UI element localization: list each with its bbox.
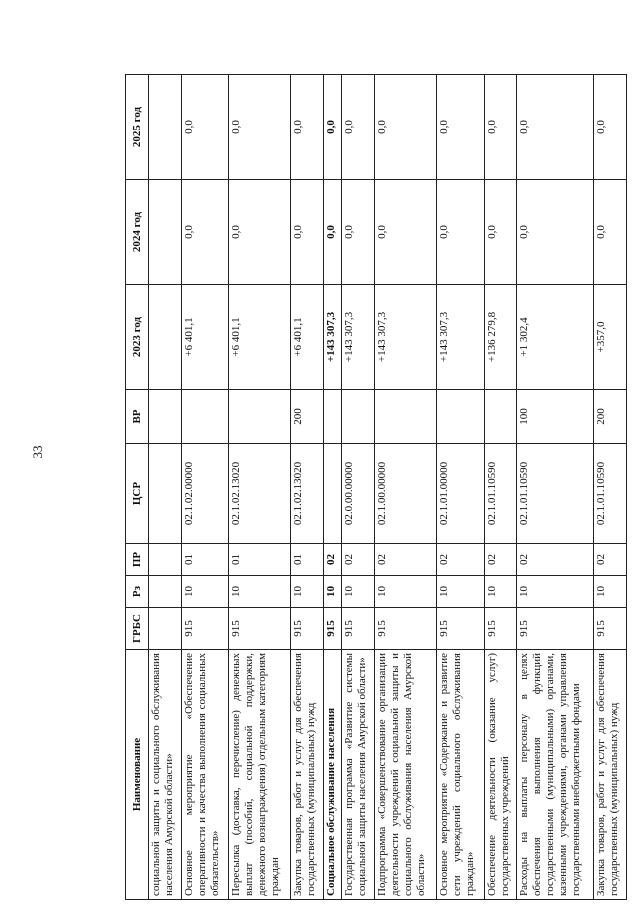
- cell-grbs: 915: [517, 608, 594, 650]
- cell-csr: 02.1.02.00000: [181, 444, 228, 544]
- cell-grbs: 915: [594, 608, 627, 650]
- cell-csr: 02.1.02.13020: [291, 444, 324, 544]
- cell-name: Пересылка (доставка, перечисление) денежных выплат (пособий, социальной поддержки, денежного вознаграждения) отдельным категориям граждан: [229, 650, 291, 900]
- cell-name: Обеспечение деятельности (оказание услуг) государственных учреждений: [484, 650, 517, 900]
- table-row: [324, 75, 342, 900]
- cell-pr: 01: [229, 544, 291, 576]
- cell-grbs: 915: [437, 608, 484, 650]
- cell-pr: 01: [291, 544, 324, 576]
- budget-table: [125, 74, 627, 900]
- cell-y2024: 0,0: [484, 180, 517, 285]
- header-grbs: ГРБС: [126, 608, 149, 650]
- header-csr: ЦСР: [126, 444, 149, 544]
- cell-vr: [484, 390, 517, 444]
- cell-name: Государственная программа «Развитие системы социальной защиты населения Амурской области»: [342, 650, 375, 900]
- cell-y2024: 0,0: [437, 180, 484, 285]
- cell-pr: 02: [517, 544, 594, 576]
- cell-grbs: 915: [374, 608, 436, 650]
- cell-pr: 02: [342, 544, 375, 576]
- table-row: [594, 75, 627, 900]
- cell-csr: [324, 444, 342, 544]
- cell-y2023: +6 401,1: [291, 285, 324, 390]
- cell-grbs: 915: [324, 608, 342, 650]
- cell-y2024: 0,0: [324, 180, 342, 285]
- table-row: [149, 75, 182, 900]
- table-row: [181, 75, 228, 900]
- page-number: 33: [30, 445, 45, 459]
- cell-vr: [437, 390, 484, 444]
- cell-csr: [149, 444, 182, 544]
- cell-y2025: 0,0: [374, 75, 436, 180]
- cell-name: Расходы на выплаты персоналу в целях обеспечения выполнения функций государственными (муниципальными) органами, казенными учреждениями, органами управления государственными внебюджетными фондами: [517, 650, 594, 900]
- cell-pr: [149, 544, 182, 576]
- cell-rz: 10: [181, 576, 228, 608]
- cell-rz: 10: [517, 576, 594, 608]
- header-name: Наименование: [126, 650, 149, 900]
- cell-pr: 02: [484, 544, 517, 576]
- cell-name: Основное мероприятие «Обеспечение оперативности и качества выполнения социальных обязательств»: [181, 650, 228, 900]
- cell-y2025: 0,0: [291, 75, 324, 180]
- cell-y2025: 0,0: [484, 75, 517, 180]
- cell-csr: 02.1.01.10590: [594, 444, 627, 544]
- cell-csr: 02.0.00.00000: [342, 444, 375, 544]
- header-2023: 2023 год: [126, 285, 149, 390]
- cell-csr: 02.1.01.10590: [517, 444, 594, 544]
- cell-y2025: 0,0: [229, 75, 291, 180]
- cell-grbs: [149, 608, 182, 650]
- cell-rz: 10: [484, 576, 517, 608]
- cell-y2024: 0,0: [181, 180, 228, 285]
- cell-grbs: 915: [229, 608, 291, 650]
- cell-y2025: 0,0: [594, 75, 627, 180]
- cell-vr: [229, 390, 291, 444]
- table-row: [437, 75, 484, 900]
- table-row: [342, 75, 375, 900]
- header-2025: 2025 год: [126, 75, 149, 180]
- cell-y2024: 0,0: [517, 180, 594, 285]
- cell-csr: 02.1.00.00000: [374, 444, 436, 544]
- cell-rz: 10: [291, 576, 324, 608]
- cell-y2025: [149, 75, 182, 180]
- cell-y2024: 0,0: [374, 180, 436, 285]
- table-row: [484, 75, 517, 900]
- cell-y2023: +1 302,4: [517, 285, 594, 390]
- cell-y2023: +6 401,1: [181, 285, 228, 390]
- table-row: [517, 75, 594, 900]
- cell-y2023: +6 401,1: [229, 285, 291, 390]
- header-pr: ПР: [126, 544, 149, 576]
- cell-vr: [374, 390, 436, 444]
- cell-y2023: +143 307,3: [342, 285, 375, 390]
- cell-rz: 10: [324, 576, 342, 608]
- cell-vr: [324, 390, 342, 444]
- cell-rz: 10: [594, 576, 627, 608]
- cell-name: социальной защиты и социального обслуживания населения Амурской области»: [149, 650, 182, 900]
- cell-vr: [181, 390, 228, 444]
- cell-vr: [149, 390, 182, 444]
- cell-y2023: [149, 285, 182, 390]
- cell-grbs: 915: [484, 608, 517, 650]
- cell-rz: 10: [342, 576, 375, 608]
- cell-rz: [149, 576, 182, 608]
- cell-csr: 02.1.01.00000: [437, 444, 484, 544]
- cell-vr: [342, 390, 375, 444]
- cell-y2025: 0,0: [324, 75, 342, 180]
- cell-y2025: 0,0: [517, 75, 594, 180]
- cell-y2023: +143 307,3: [374, 285, 436, 390]
- header-vr: ВР: [126, 390, 149, 444]
- cell-pr: 02: [594, 544, 627, 576]
- cell-pr: 02: [324, 544, 342, 576]
- cell-name: Закупка товаров, работ и услуг для обеспечения государственных (муниципальных) нужд: [594, 650, 627, 900]
- cell-pr: 01: [181, 544, 228, 576]
- cell-y2025: 0,0: [181, 75, 228, 180]
- cell-csr: 02.1.01.10590: [484, 444, 517, 544]
- cell-vr: 200: [594, 390, 627, 444]
- cell-name: Основное мероприятие «Содержание и развитие сети учреждений социального обслуживания граждан»: [437, 650, 484, 900]
- cell-y2023: +143 307,3: [324, 285, 342, 390]
- cell-y2024: 0,0: [342, 180, 375, 285]
- cell-pr: 02: [374, 544, 436, 576]
- cell-csr: 02.1.02.13020: [229, 444, 291, 544]
- cell-y2024: 0,0: [229, 180, 291, 285]
- cell-rz: 10: [374, 576, 436, 608]
- cell-name: Подпрограмма «Совершенствование организации деятельности учреждений социальной защиты и социального обслуживания населения Амурской области»: [374, 650, 436, 900]
- header-rz: Рз: [126, 576, 149, 608]
- rotated-table-container: [125, 76, 627, 900]
- cell-name: Закупка товаров, работ и услуг для обеспечения государственных (муниципальных) нужд: [291, 650, 324, 900]
- cell-rz: 10: [437, 576, 484, 608]
- cell-name: Социальное обслуживание населения: [324, 650, 342, 900]
- table-header-row: [126, 75, 149, 900]
- cell-y2025: 0,0: [342, 75, 375, 180]
- table-row: [229, 75, 291, 900]
- table-row: [374, 75, 436, 900]
- cell-vr: 100: [517, 390, 594, 444]
- cell-vr: 200: [291, 390, 324, 444]
- cell-pr: 02: [437, 544, 484, 576]
- header-2024: 2024 год: [126, 180, 149, 285]
- cell-y2023: +357,0: [594, 285, 627, 390]
- cell-y2025: 0,0: [437, 75, 484, 180]
- cell-grbs: 915: [181, 608, 228, 650]
- cell-grbs: 915: [291, 608, 324, 650]
- cell-y2024: 0,0: [594, 180, 627, 285]
- cell-y2023: +143 307,3: [437, 285, 484, 390]
- table-row: [291, 75, 324, 900]
- cell-y2024: [149, 180, 182, 285]
- cell-y2024: 0,0: [291, 180, 324, 285]
- cell-y2023: +136 279,8: [484, 285, 517, 390]
- cell-grbs: 915: [342, 608, 375, 650]
- cell-rz: 10: [229, 576, 291, 608]
